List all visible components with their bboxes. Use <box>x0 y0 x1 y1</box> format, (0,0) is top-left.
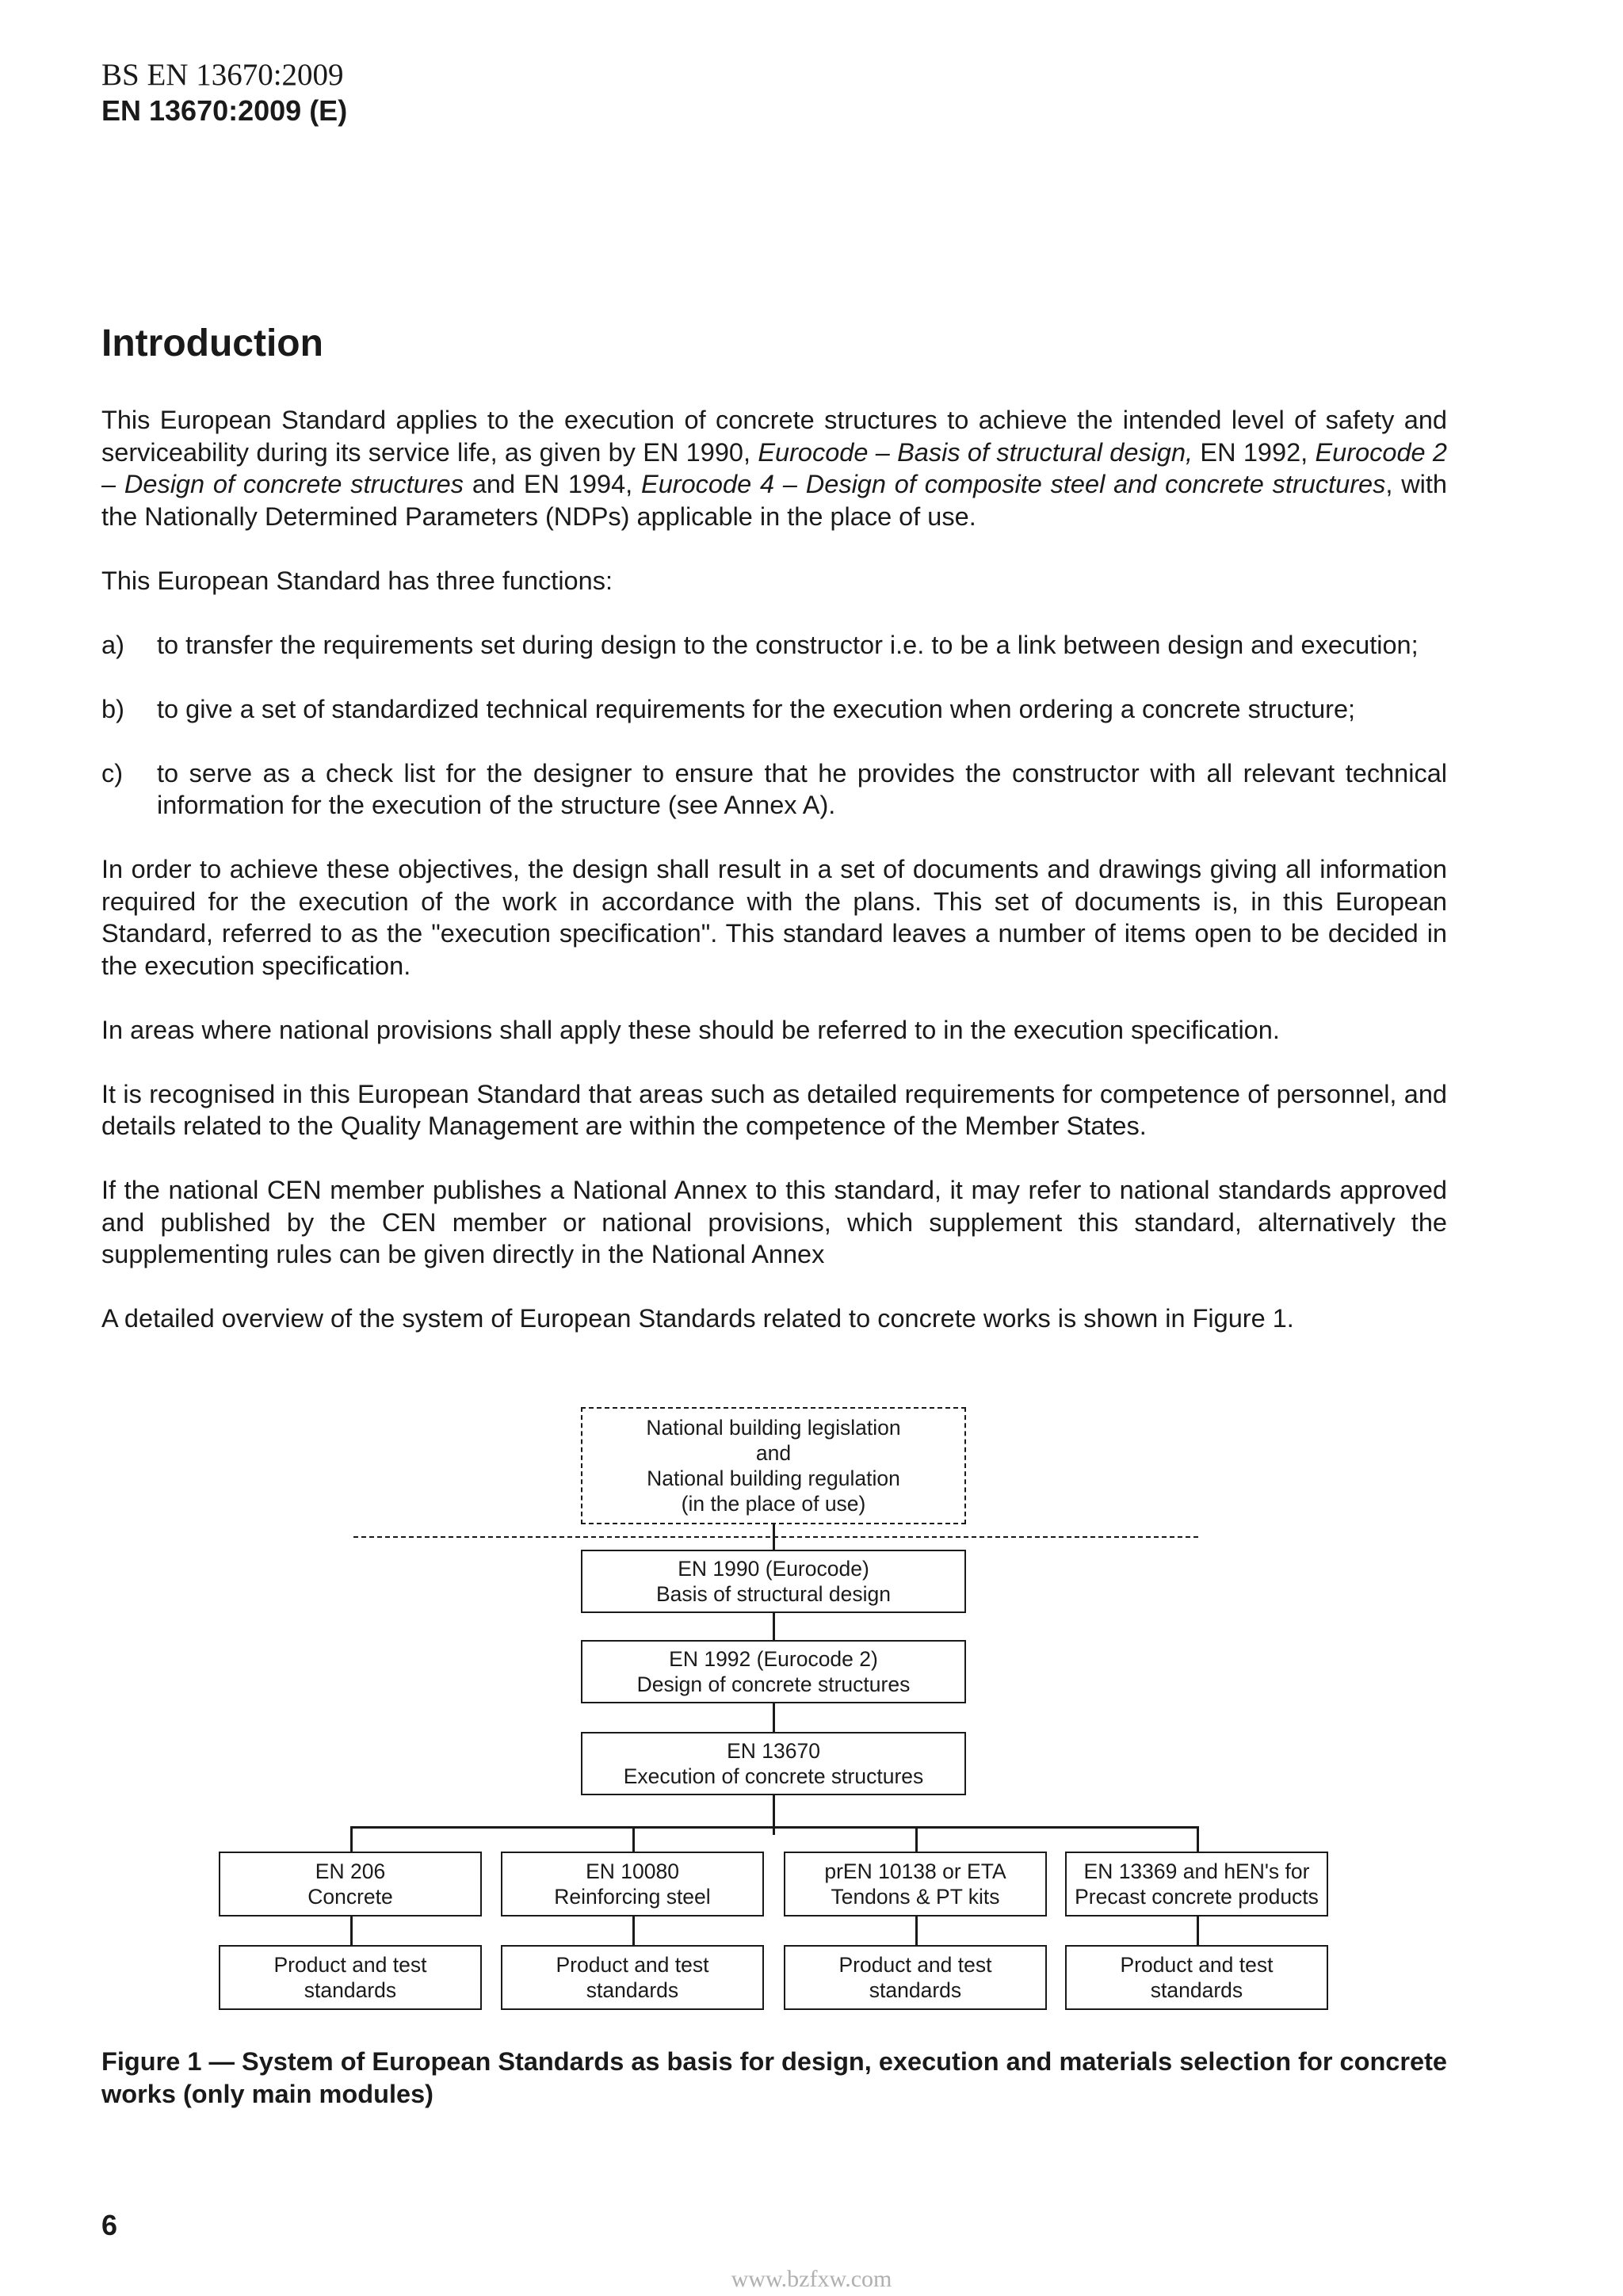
product-test-standards-box: Product and test standards <box>784 1945 1047 2010</box>
en13369-box: EN 13369 and hEN's for Precast concrete products <box>1065 1852 1328 1917</box>
national-legislation-box: National building legislation and National building regulation (in the place of use) <box>581 1407 966 1524</box>
en1992-box: EN 1992 (Eurocode 2) Design of concrete structures <box>581 1640 966 1703</box>
watermark: www.bzfxw.com <box>731 2266 892 2292</box>
connector-line <box>350 1826 353 1852</box>
paragraph-scope: This European Standard applies to the execution of concrete structures to achieve the intended level of safety and serviceability during its service life, as given by EN 1990, Eurocode – Basis of structural design, EN 1992, Eurocode 2 – Design of concrete structures and EN 1994, Eurocode 4 – Design of composite steel and concrete structures, with the Nationally Determined Parameters (NDPs) applicable in the place of use. <box>101 406 1448 531</box>
connector-line <box>773 1524 775 1550</box>
eurocode4-ref: Eurocode 4 – Design of composite steel and concrete structures <box>641 470 1386 498</box>
paragraph-member-states: It is recognised in this European Standard that areas such as detailed requirements for competence of personnel, and details related to the Quality Management are within the competence of the Member States. <box>101 1079 1447 1140</box>
connector-line <box>773 1795 775 1835</box>
list-text: to transfer the requirements set during design to the constructor i.e. to be a link between design and execution; <box>157 630 1419 659</box>
product-test-standards-box: Product and test standards <box>1065 1945 1328 2010</box>
header-standard-number: BS EN 13670:2009 <box>101 58 344 92</box>
figure-1-diagram <box>0 1394 1623 2020</box>
connector-line <box>632 1917 635 1945</box>
en10080-box: EN 10080 Reinforcing steel <box>501 1852 764 1917</box>
en13670-box: EN 13670 Execution of concrete structures <box>581 1732 966 1795</box>
connector-line <box>350 1917 353 1945</box>
paragraph-national-annex: If the national CEN member publishes a National Annex to this standard, it may refer to national standards approved and published by the CEN member or national provisions, which supplement this standard, alternatively the supplementing rules can be given directly in the National Annex <box>101 1176 1447 1268</box>
list-item-function-c <box>101 757 1447 822</box>
list-text: to serve as a check list for the designer to ensure that he provides the constructor with all relevant technical information for the execution of the structure (see Annex A). <box>157 758 1447 819</box>
eurocode-basis-ref: Eurocode – Basis of structural design, <box>758 437 1193 467</box>
en206-box: EN 206 Concrete <box>219 1852 482 1917</box>
paragraph-functions-intro: This European Standard has three functions: <box>101 566 613 595</box>
introduction-body <box>101 404 1447 1367</box>
connector-line <box>773 1703 775 1732</box>
list-text: to give a set of standardized technical requirements for the execution when ordering a concrete structure; <box>157 694 1356 723</box>
paragraph-objectives: In order to achieve these objectives, the design shall result in a set of documents and drawings giving all information required for the execution of the work in accordance with the plans. This set of documents is, in this European Standard, referred to as the "execution specification". This standard leaves a number of items open to be decided in the execution specification. <box>101 855 1447 980</box>
en1990-box: EN 1990 (Eurocode) Basis of structural design <box>581 1550 966 1613</box>
distribution-line <box>350 1826 1198 1829</box>
dashed-boundary-line <box>353 1536 1198 1538</box>
list-item-function-b <box>101 693 1447 726</box>
connector-line <box>915 1826 918 1852</box>
connector-line <box>1197 1917 1199 1945</box>
paragraph-national-provisions: In areas where national provisions shall apply these should be referred to in the execution specification. <box>101 1015 1280 1044</box>
eurocode2-ref: Eurocode 2 – Design of concrete structures <box>101 437 1448 498</box>
list-label: c) <box>101 758 124 788</box>
list-label: b) <box>101 694 124 723</box>
page-number: 6 <box>101 2209 118 2241</box>
list-item-function-a <box>101 629 1447 662</box>
product-test-standards-box: Product and test standards <box>501 1945 764 2010</box>
connector-line <box>1197 1826 1199 1852</box>
section-title: Introduction <box>101 322 323 364</box>
connector-line <box>632 1826 635 1852</box>
connector-line <box>915 1917 918 1945</box>
product-test-standards-box: Product and test standards <box>219 1945 482 2010</box>
pren10138-box: prEN 10138 or ETA Tendons & PT kits <box>784 1852 1047 1917</box>
paragraph-figure-reference: A detailed overview of the system of European Standards related to concrete works is shown in Figure 1. <box>101 1304 1294 1333</box>
connector-line <box>773 1613 775 1640</box>
header-standard-edition: EN 13670:2009 (E) <box>101 94 348 127</box>
figure-caption: Figure 1 — System of European Standards as basis for design, execution and materials selection for concrete works (only main modules) <box>101 2047 1447 2108</box>
list-label: a) <box>101 630 124 659</box>
